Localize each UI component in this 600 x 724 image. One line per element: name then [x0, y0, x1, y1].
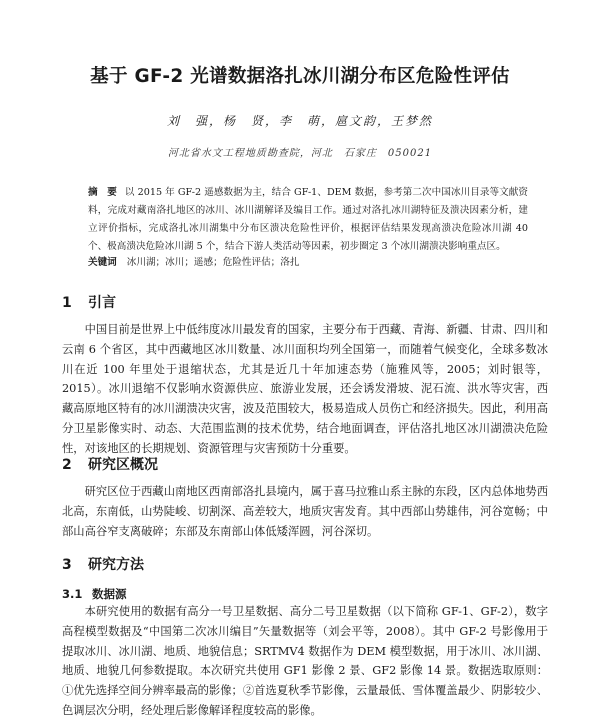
keywords-label: 关键词	[88, 257, 117, 268]
abstract-block	[88, 184, 528, 256]
section-title: 引言	[88, 295, 116, 311]
section-paragraph-intro: 中国目前是世界上中低纬度冰川最发育的国家，主要分布于西藏、青海、新疆、甘肃、四川和云南 6 个省区，其中西藏地区冰川数量、冰川面积均列全国第一，而随着气候变化，全球多数冰川在近 100 年里处于退缩状态，尤其是近几十年加速态势（施雅风等，2005；刘时银等，2015）。冰川退缩不仅影响水资源供应、旅游业发展，还会诱发滑坡、泥石流、洪水等灾害，西藏高原地区特有的冰川湖溃决灾害，波及范围较大，极易造成人员伤亡和经济损失。因此，利用高分卫星影像实时、动态、大范围监测的技术优势，结合地面调查，评估洛扎地区冰川湖溃决危险性，对该地区的长期规划、资源管理与灾害预防十分重要。	[62, 323, 548, 455]
paper-title: 基于 GF-2 光谱数据洛扎冰川湖分布区危险性评估	[90, 66, 510, 87]
section-paragraph-study-area: 研究区位于西藏山南地区西南部洛扎县境内，属于喜马拉雅山系主脉的东段，区内总体地势西北高，东南低，山势陡峻、切割深、高差较大，地质灾害发育。其中西部山势雄伟，河谷宽畅；中部山高谷窄支离破碎；东部及东南部山体低矮浑圆，河谷深切。	[62, 485, 548, 538]
subsection-title: 数据源	[92, 587, 127, 601]
section-number: 3	[62, 557, 72, 573]
affiliation: 河北省水文工程地质勘查院，河北 石家庄 050021	[167, 148, 433, 159]
section-heading-study-area	[62, 454, 158, 474]
subsection-number: 3.1	[62, 587, 83, 601]
section-title: 研究方法	[88, 557, 144, 573]
section-number: 1	[62, 295, 72, 311]
section-heading-methods	[62, 554, 144, 574]
abstract-label: 摘 要	[88, 187, 117, 198]
author-list: 刘 强，杨 贤，李 萌，扈文韵，王梦然	[166, 114, 433, 128]
subsection-paragraph-data-source: 本研究使用的数据有高分一号卫星数据、高分二号卫星数据（以下简称 GF-1、GF-2），数字高程模型数据及“中国第二次冰川编目”矢量数据等（刘会平等，2008）。其中 GF-2 号影像用于提取冰川、冰川湖、地质、地貌信息；SRTMV4 数据作为 DEM 模型数据，用于冰川、冰川湖、地质、地貌几何参数提取。本次研究共使用 GF1 影像 2 景、GF2 影像 14 景。数据选取原则：①优先选择空间分辨率最高的影像；②首选夏秋季节影像，云量最低、雪体覆盖最少、阴影较少、色调层次分明，经处理后影像解译程度较高的影像。	[62, 605, 548, 717]
section-number: 2	[62, 457, 72, 473]
subsection-heading-data-source	[62, 586, 127, 602]
section-heading-intro	[62, 292, 116, 312]
keywords-text: 冰川湖；冰川；遥感；危险性评估；洛扎	[126, 257, 300, 268]
section-title: 研究区概况	[88, 457, 158, 473]
keywords-block	[88, 254, 528, 272]
abstract-text: 以 2015 年 GF-2 遥感数据为主，结合 GF-1、DEM 数据，参考第二次中国冰川目录等文献资料，完成对藏南洛扎地区的冰川、冰川湖解译及编目工作。通过对洛扎冰川湖特征及溃决因素分析，建立评价指标，完成洛扎冰川湖集中分布区溃决危险性评价，根据评估结果发现高溃决危险冰川湖 40 个、极高溃决危险冰川湖 5 个，结合下游人类活动等因素，初步圈定 3 个冰川湖溃决影响重点区。	[88, 187, 529, 252]
